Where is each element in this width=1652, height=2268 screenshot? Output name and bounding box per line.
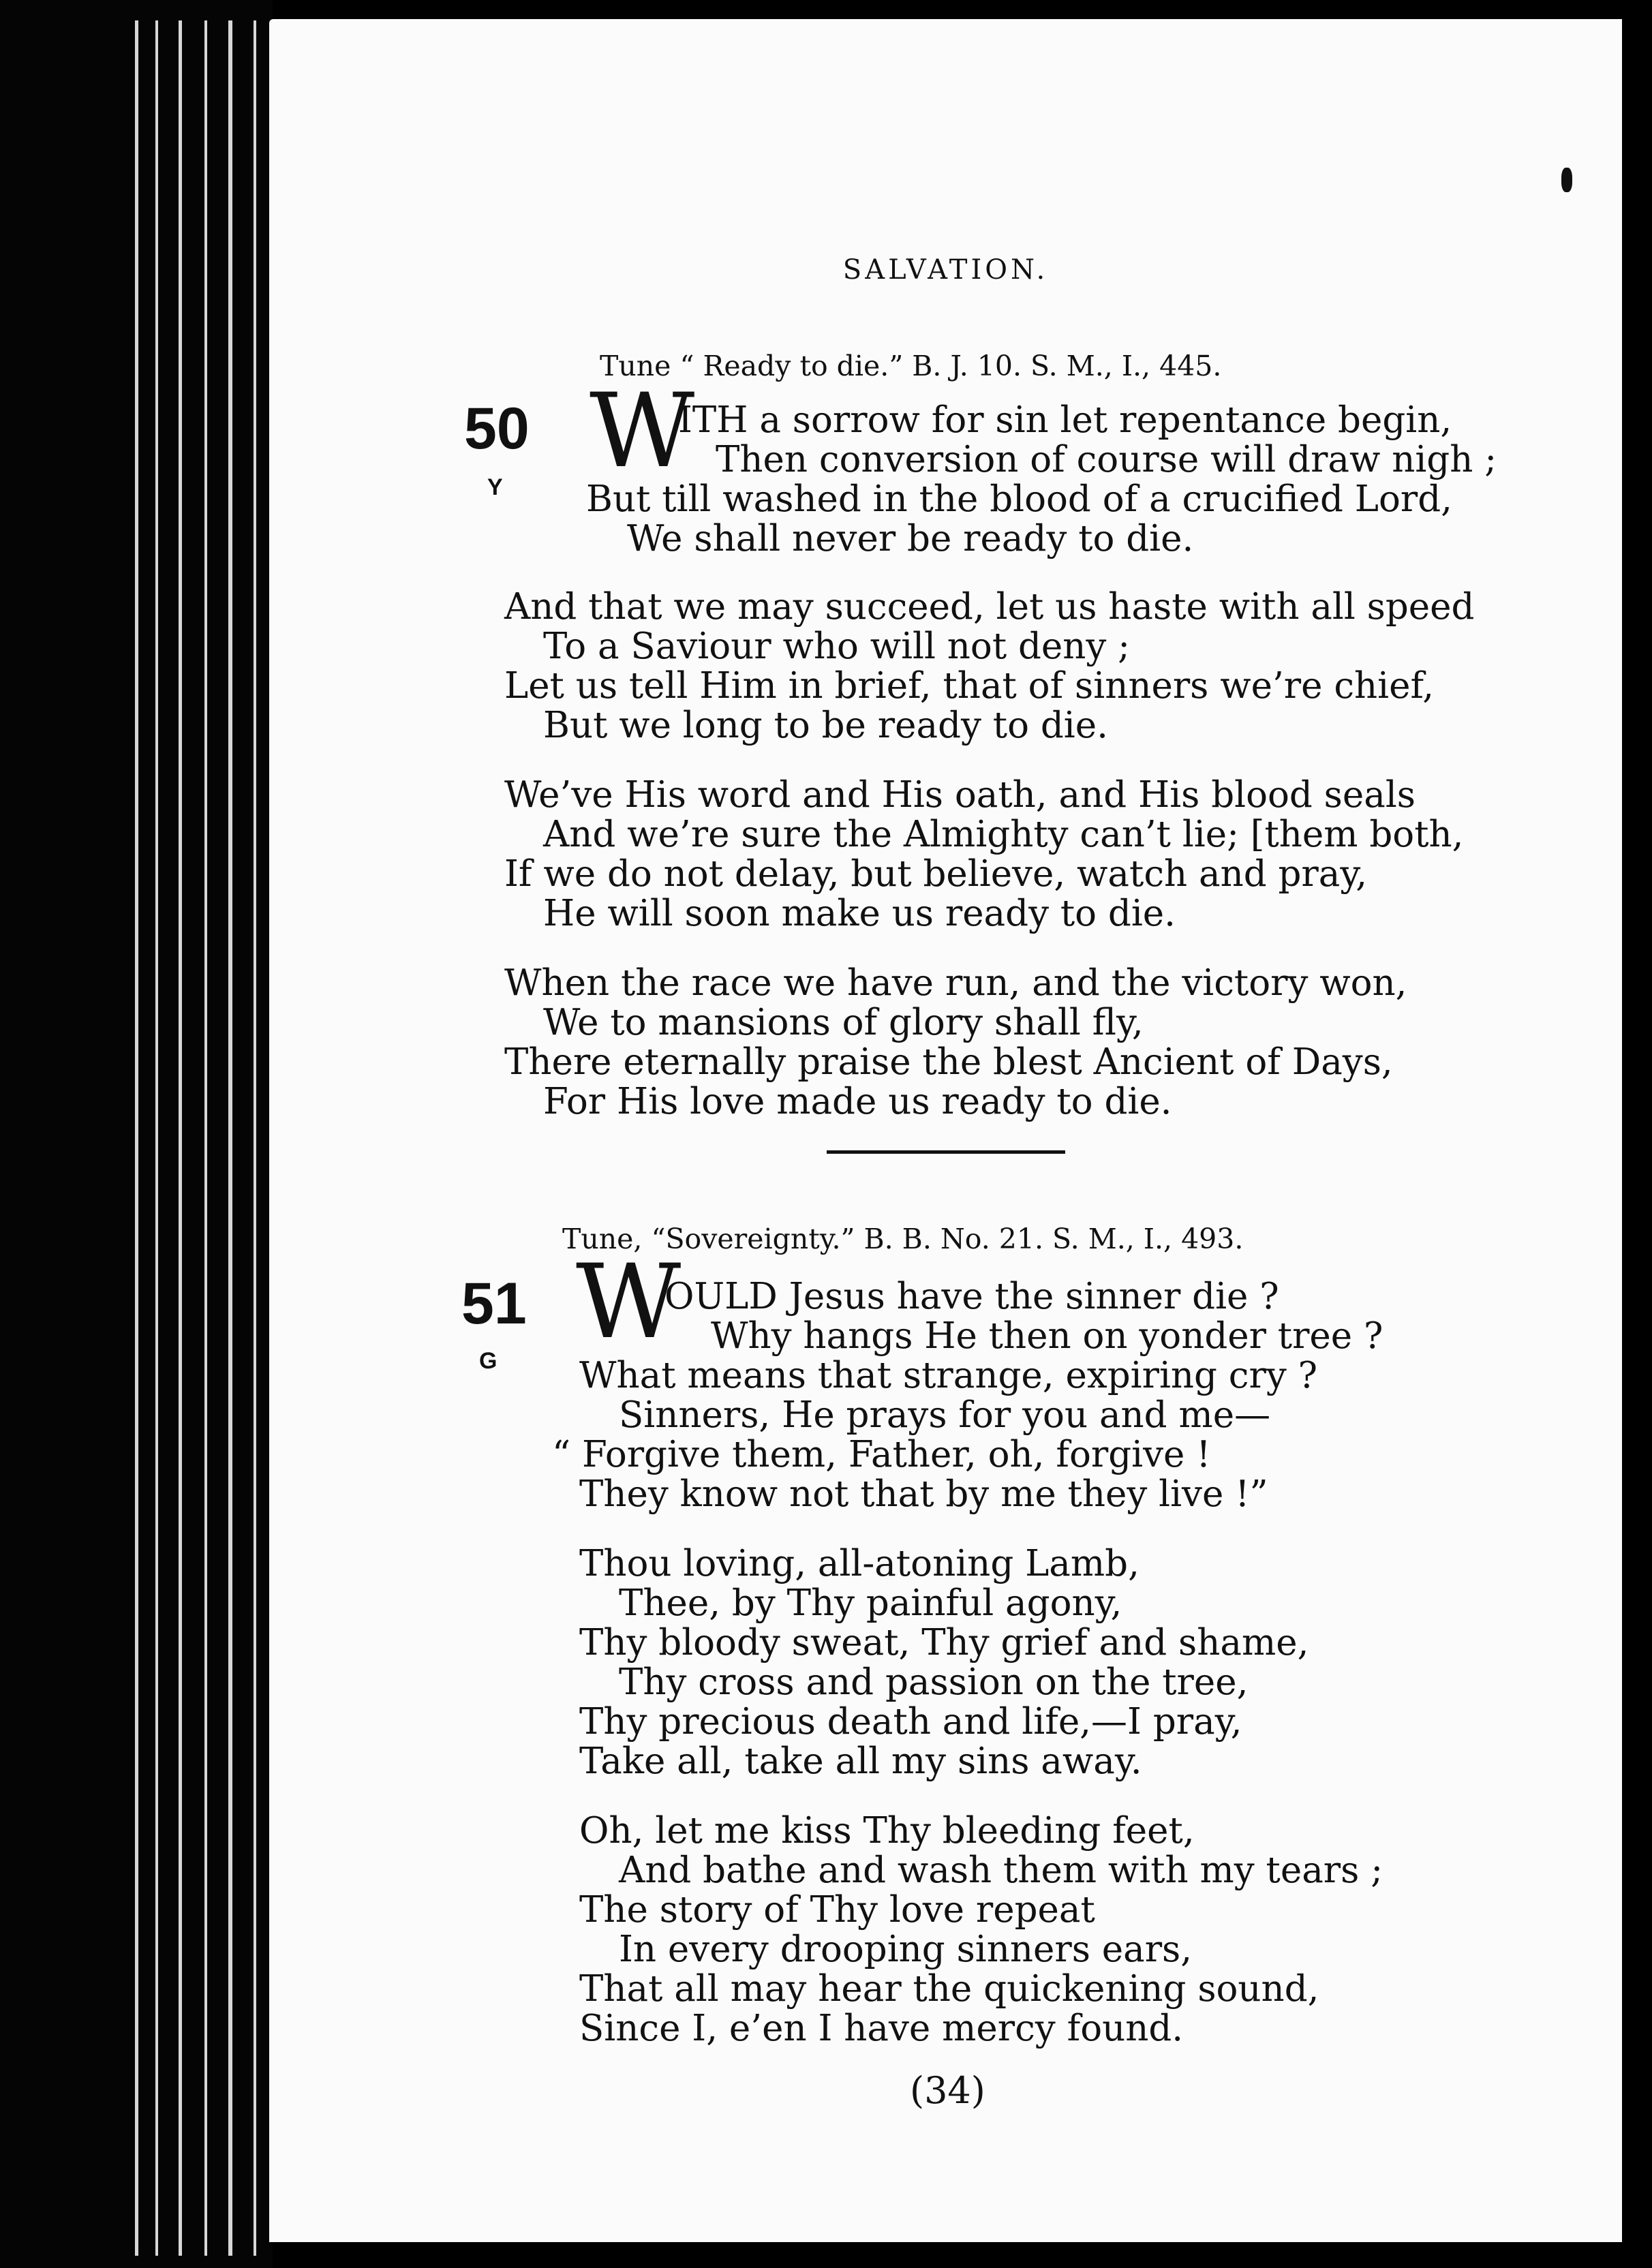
- verse-line: He will soon make us ready to die.: [543, 893, 1176, 934]
- verse-line: For His love made us ready to die.: [543, 1081, 1172, 1122]
- book-page: [269, 19, 1622, 2242]
- verse-line: ITH a sorrow for sin let repentance begin,: [678, 399, 1452, 441]
- verse-line: Thy precious death and life,—I pray,: [579, 1701, 1242, 1743]
- drop-cap: W: [590, 372, 695, 491]
- book-spine: [0, 0, 273, 2268]
- verse-line: What means that strange, expiring cry ?: [579, 1355, 1318, 1396]
- verse-line: The story of Thy love repeat: [579, 1889, 1095, 1931]
- verse-line: To a Saviour who will not deny ;: [543, 626, 1131, 667]
- verse-line: When the race we have run, and the victory won,: [504, 962, 1407, 1004]
- hymn-key: Y: [487, 474, 503, 500]
- drop-cap: W: [576, 1243, 682, 1362]
- verse-line: Since I, e’en I have mercy found.: [579, 2008, 1184, 2049]
- ink-blot: [1561, 168, 1572, 192]
- hymn-number: 50: [464, 396, 530, 461]
- page-content: [269, 19, 1622, 2242]
- verse-line: There eternally praise the blest Ancient of Days,: [504, 1041, 1393, 1083]
- verse-line: And bathe and wash them with my tears ;: [619, 1850, 1383, 1891]
- verse-line: Thee, by Thy painful agony,: [619, 1582, 1122, 1624]
- verse-line: Thy bloody sweat, Thy grief and shame,: [579, 1622, 1309, 1664]
- verse-line: Then conversion of course will draw nigh ;: [716, 439, 1497, 480]
- tune-line: Tune “ Ready to die.” B. J. 10. S. M., I., 445.: [600, 350, 1222, 382]
- verse-line: We shall never be ready to die.: [627, 518, 1194, 560]
- verse-line: Take all, take all my sins away.: [579, 1741, 1142, 1782]
- page-edge: [179, 20, 182, 2256]
- verse-line: And that we may succeed, let us haste with all speed: [504, 586, 1475, 628]
- page-edge: [228, 20, 232, 2256]
- hymn-number: 51: [461, 1271, 527, 1336]
- verse-line: Thy cross and passion on the tree,: [619, 1661, 1249, 1703]
- page-edge: [155, 20, 158, 2256]
- verse-line: And we’re sure the Almighty can’t lie; [them both,: [543, 814, 1464, 855]
- verse-line: Thou loving, all-atoning Lamb,: [579, 1543, 1139, 1584]
- hymn-key: G: [479, 1348, 498, 1374]
- verse-line: OULD Jesus have the sinner die ?: [664, 1276, 1279, 1317]
- verse-line: They know not that by me they live !”: [579, 1473, 1268, 1515]
- verse-line: “ Forgive them, Father, oh, forgive !: [552, 1434, 1211, 1475]
- verse-line: Sinners, He prays for you and me—: [619, 1394, 1271, 1436]
- page-edge: [204, 20, 207, 2256]
- verse-line: But till washed in the blood of a crucified Lord,: [586, 478, 1453, 520]
- tune-line: Tune, “Sovereignty.” B. B. No. 21. S. M., I., 493.: [562, 1223, 1244, 1255]
- verse-line: If we do not delay, but believe, watch and pray,: [504, 853, 1368, 895]
- verse-line: We to mansions of glory shall fly,: [543, 1002, 1144, 1043]
- verse-line: We’ve His word and His oath, and His blood seals: [504, 774, 1416, 816]
- running-head: SALVATION.: [842, 254, 1049, 286]
- verse-line: That all may hear the quickening sound,: [579, 1968, 1319, 2010]
- verse-line: But we long to be ready to die.: [543, 705, 1108, 746]
- page-edge: [254, 20, 256, 2256]
- verse-line: In every drooping sinners ears,: [619, 1929, 1193, 1970]
- page-number: (34): [910, 2069, 985, 2112]
- page-edge: [135, 20, 138, 2256]
- verse-line: Oh, let me kiss Thy bleeding feet,: [579, 1810, 1195, 1852]
- verse-line: Let us tell Him in brief, that of sinners we’re chief,: [504, 665, 1435, 707]
- verse-line: Why hangs He then on yonder tree ?: [711, 1315, 1383, 1357]
- section-divider: [827, 1150, 1065, 1154]
